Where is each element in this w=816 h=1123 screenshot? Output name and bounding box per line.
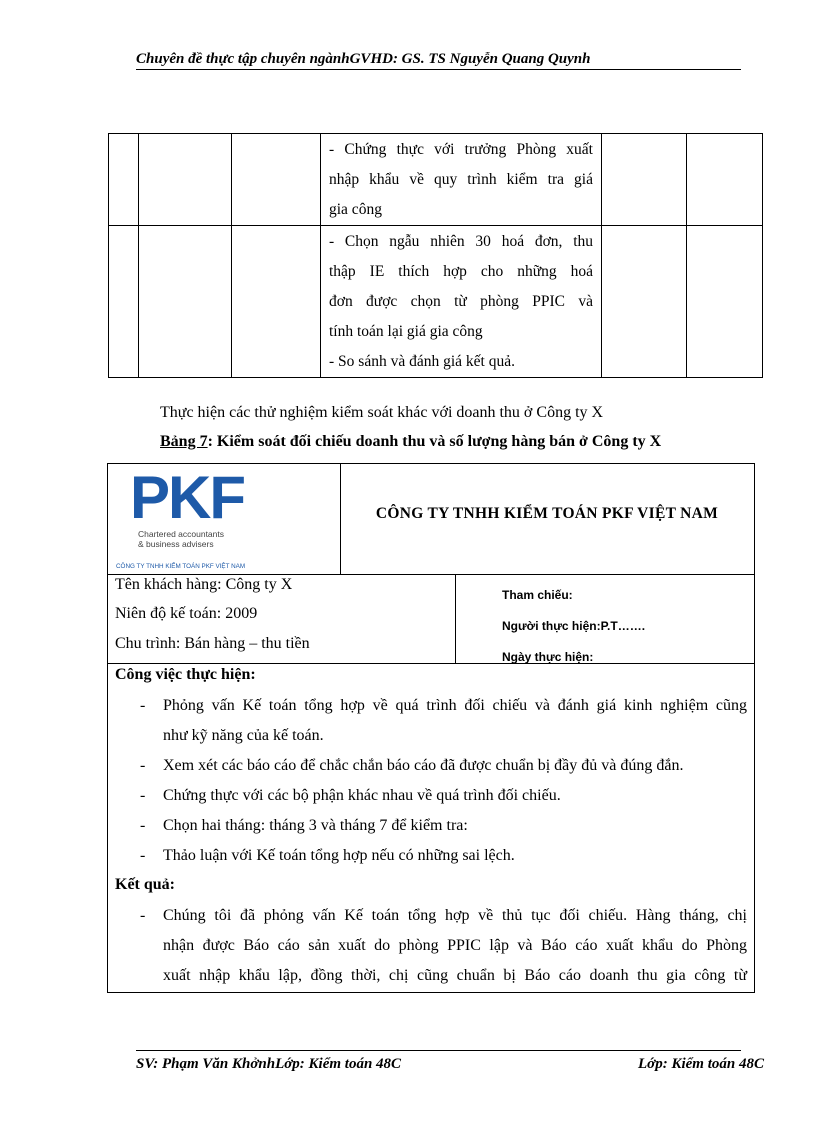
customer-name: Tên khách hàng: Công ty X bbox=[115, 576, 293, 593]
fiscal-year: Niên độ kế toán: 2009 bbox=[115, 605, 258, 622]
list-item: Chọn hai tháng: tháng 3 và tháng 7 để kiểm tra: bbox=[163, 817, 468, 834]
reference-label: Tham chiếu: bbox=[502, 588, 573, 602]
list-item: Chứng thực với các bộ phận khác nhau về quá trình đối chiếu. bbox=[163, 787, 561, 804]
results-heading: Kết quả: bbox=[115, 876, 175, 893]
procedure-table bbox=[108, 133, 763, 378]
list-item: Chúng tôi đã phỏng vấn Kế toán tổng hợp về thủ tục đối chiếu. Hàng tháng, chị nhận được Báo cáo sản xuất do phòng PPIC lập và Báo cáo xuất khẩu do Phòng xuất nhập khẩu lập, đồng thời, chị cũng chuẩn bị Báo cáo doanh thu gia công từ bbox=[163, 907, 747, 984]
cell-line: - So sánh và đánh giá kết quả. bbox=[329, 353, 515, 370]
cell-line: nhập khẩu về quy trình kiểm tra giá bbox=[329, 171, 593, 188]
logo-mark: PKF bbox=[130, 464, 244, 531]
company-name: CÔNG TY TNHH KIỂM TOÁN PKF VIỆT NAM bbox=[375, 505, 719, 522]
footer-left: SV: Phạm Văn KhởnhLớp: Kiểm toán 48C bbox=[136, 1056, 402, 1072]
divider bbox=[108, 574, 754, 575]
list-bullet: - bbox=[140, 847, 146, 864]
logo-company: CÔNG TY TNHH KIỂM TOÁN PKF VIỆT NAM bbox=[116, 563, 246, 570]
list-bullet: - bbox=[140, 817, 146, 834]
list-item: Thảo luận với Kế toán tổng hợp nếu có những sai lệch. bbox=[163, 847, 515, 864]
cell-line: tính toán lại giá gia công bbox=[329, 323, 483, 340]
cell-line: - Chọn ngẫu nhiên 30 hoá đơn, thu bbox=[329, 233, 593, 250]
list-bullet: - bbox=[140, 697, 146, 714]
pkf-logo bbox=[108, 464, 340, 574]
list-item: Phỏng vấn Kế toán tổng hợp về quá trình đối chiếu và đánh giá kinh nghiệm cũng như kỹ năng của kế toán. bbox=[163, 697, 747, 744]
cell-line: gia công bbox=[329, 201, 382, 218]
list-bullet: - bbox=[140, 907, 146, 924]
divider bbox=[108, 663, 754, 664]
cell-line: đơn được chọn từ phòng PPIC và bbox=[329, 293, 593, 310]
footer-right: Lớp: Kiểm toán 48C bbox=[638, 1056, 764, 1072]
performer-label: Người thực hiện:P.T……. bbox=[502, 619, 646, 633]
cell-line: thập IE thích hợp cho những hoá bbox=[329, 263, 593, 280]
work-heading: Công việc thực hiện: bbox=[115, 666, 256, 683]
list-bullet: - bbox=[140, 787, 146, 804]
page-header: Chuyên đề thực tập chuyên ngànhGVHD: GS. TS Nguyễn Quang Quynh bbox=[136, 51, 591, 67]
divider bbox=[455, 574, 456, 663]
caption-label: Bảng 7 bbox=[160, 433, 208, 450]
caption-text: : Kiểm soát đối chiếu doanh thu và số lượng hàng bán ở Công ty X bbox=[207, 433, 662, 450]
procedure-cell bbox=[321, 226, 602, 378]
list-item: Xem xét các báo cáo để chắc chắn báo cáo đã được chuẩn bị đầy đủ và đúng đắn. bbox=[163, 757, 684, 774]
table-caption bbox=[160, 433, 661, 451]
list-bullet: - bbox=[140, 757, 146, 774]
date-label: Ngày thực hiện: bbox=[502, 650, 594, 664]
table-row bbox=[109, 226, 763, 378]
logo-tagline-1: Chartered accountants bbox=[138, 529, 224, 539]
procedure-cell bbox=[321, 134, 602, 226]
logo-tagline-2: & business advisers bbox=[138, 539, 214, 549]
footer-divider bbox=[136, 1050, 741, 1051]
table-row bbox=[109, 134, 763, 226]
cycle: Chu trình: Bán hàng – thu tiền bbox=[115, 635, 310, 652]
intro-paragraph: Thực hiện các thử nghiệm kiểm soát khác với doanh thu ở Công ty X bbox=[160, 404, 604, 421]
cell-line: - Chứng thực với trưởng Phòng xuất bbox=[329, 141, 593, 158]
header-divider bbox=[136, 69, 741, 70]
